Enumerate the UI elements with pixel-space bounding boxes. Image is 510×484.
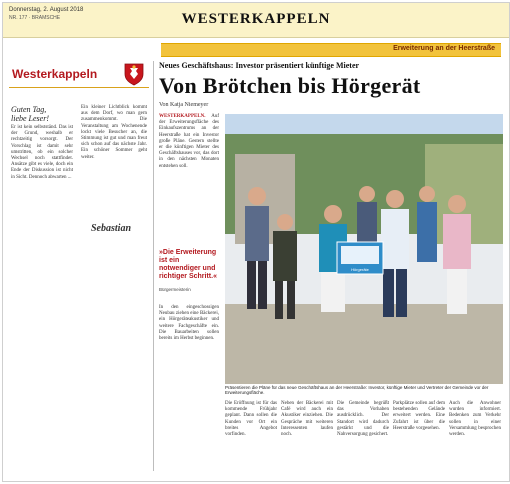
body-column-1: Die Eröffnung ist für das kommende Frühjahr geplant. Dann sollen die Kunden vor Ort ein breites Angebot vorfinden.: [225, 401, 277, 438]
greeting-signature: Sebastian: [91, 223, 132, 234]
left-column: [9, 61, 149, 473]
body-column-3: Die Gemeinde begrüßt das Vorhaben ausdrücklich. Der Standort wird dadurch gestärkt und die Nahversorgung gesichert.: [337, 401, 389, 438]
kicker-strip: [161, 43, 501, 57]
kicker-text: Erweiterung an der Heerstraße: [393, 45, 495, 52]
column-divider: [153, 61, 154, 471]
article-subhead: Neues Geschäftshaus: Investor präsentiert künftige Mieter: [159, 61, 360, 70]
article-headline: Von Brötchen bis Hörgerät: [159, 73, 421, 98]
body-column-5: Auch die Anwohner wurden informiert. Bedenken zum Verkehr sollen in einer Versammlung besprochen werden.: [449, 401, 501, 438]
greeting-text-2: Ein kleiner Lichtblick kommt aus dem Dorf, wo man gern zusammenkommt. Die Veranstaltung am Wochenende lockt viele Besucher an, die Stimmung ist gut und man freut sich schon auf das nächste Jahr. Ein schöner Sommer geht weiter.: [81, 105, 147, 160]
article-body-columns: [225, 401, 503, 473]
body-column-4: Parkplätze sollen auf dem bestehenden Gelände erweitert werden. Eine Zufahrt ist über die Heerstraße vorgesehen.: [393, 401, 445, 431]
coat-of-arms-icon: [123, 62, 145, 86]
masthead: WESTERKAPPELN: [181, 11, 331, 27]
pull-quote: »Die Erweiterung ist ein notwendiger und richtiger Schritt.«: [159, 249, 217, 280]
lede-dateline: WESTERKAPPELN.: [159, 114, 206, 119]
article-column-text: In den eingeschossigen Neubau ziehen eine Bäckerei, ein Hörgeräteakustiker und weitere Fachgeschäfte ein. Die Bauarbeiten sollen bereits im Herbst beginnen.: [159, 305, 219, 342]
newspaper-page: [2, 2, 510, 482]
greeting-title: [11, 105, 49, 123]
lede-text: Auf der Erweiterungsfläche des Einkaufszentrums an der Heerstraße hat ein Investor große Pläne. Gestern stellte er die künftigen Mieter des Geschäftshauses vor, das dort in den nächsten Monaten entstehen soll.: [159, 114, 219, 169]
plan-sign-label: Hörgeräte: [351, 267, 369, 272]
article-lede: [159, 114, 219, 170]
issue-line: NR. 177 · BRAMSCHE: [9, 15, 61, 21]
group-photo: [225, 114, 503, 384]
person-4: [357, 186, 377, 242]
article-byline: Von Katja Niemeyer: [159, 102, 209, 108]
greeting-title-2: liebe Leser!: [11, 114, 49, 123]
town-banner: [9, 61, 149, 88]
body-column-2: Neben der Bäckerei mit Café wird auch ein Akustiker einziehen. Die Gespräche mit weiteren Interessenten laufen noch.: [281, 401, 333, 438]
pull-quote-source: Bürgermeisterin: [159, 287, 191, 292]
main-article: [159, 61, 503, 473]
date-line: Donnerstag, 2. August 2018: [9, 7, 84, 13]
town-name: Westerkappeln: [12, 67, 98, 81]
greeting-text: Er ist kein selbstständ. Das ist der Grund, weshalb er rechtzeitig vorsorgt. Der Vorschlag ist damit sehr umstritten, ob ein solcher Wechsel noch stattfindet. Ansätze gibt es viele, doch ein Ende der Diskussion ist nicht in Sicht. Dennoch abwarten ...: [11, 125, 73, 180]
greeting-title-1: Guten Tag,: [11, 105, 47, 114]
person-6: [417, 186, 437, 262]
photo-caption: Präsentieren die Pläne für das neue Geschäftshaus an der Heerstraße: Investor, künftige Mieter und Vertreter der Gemeinde vor der Erweiterungsfläche.: [225, 385, 489, 396]
header-bar: [3, 3, 509, 38]
